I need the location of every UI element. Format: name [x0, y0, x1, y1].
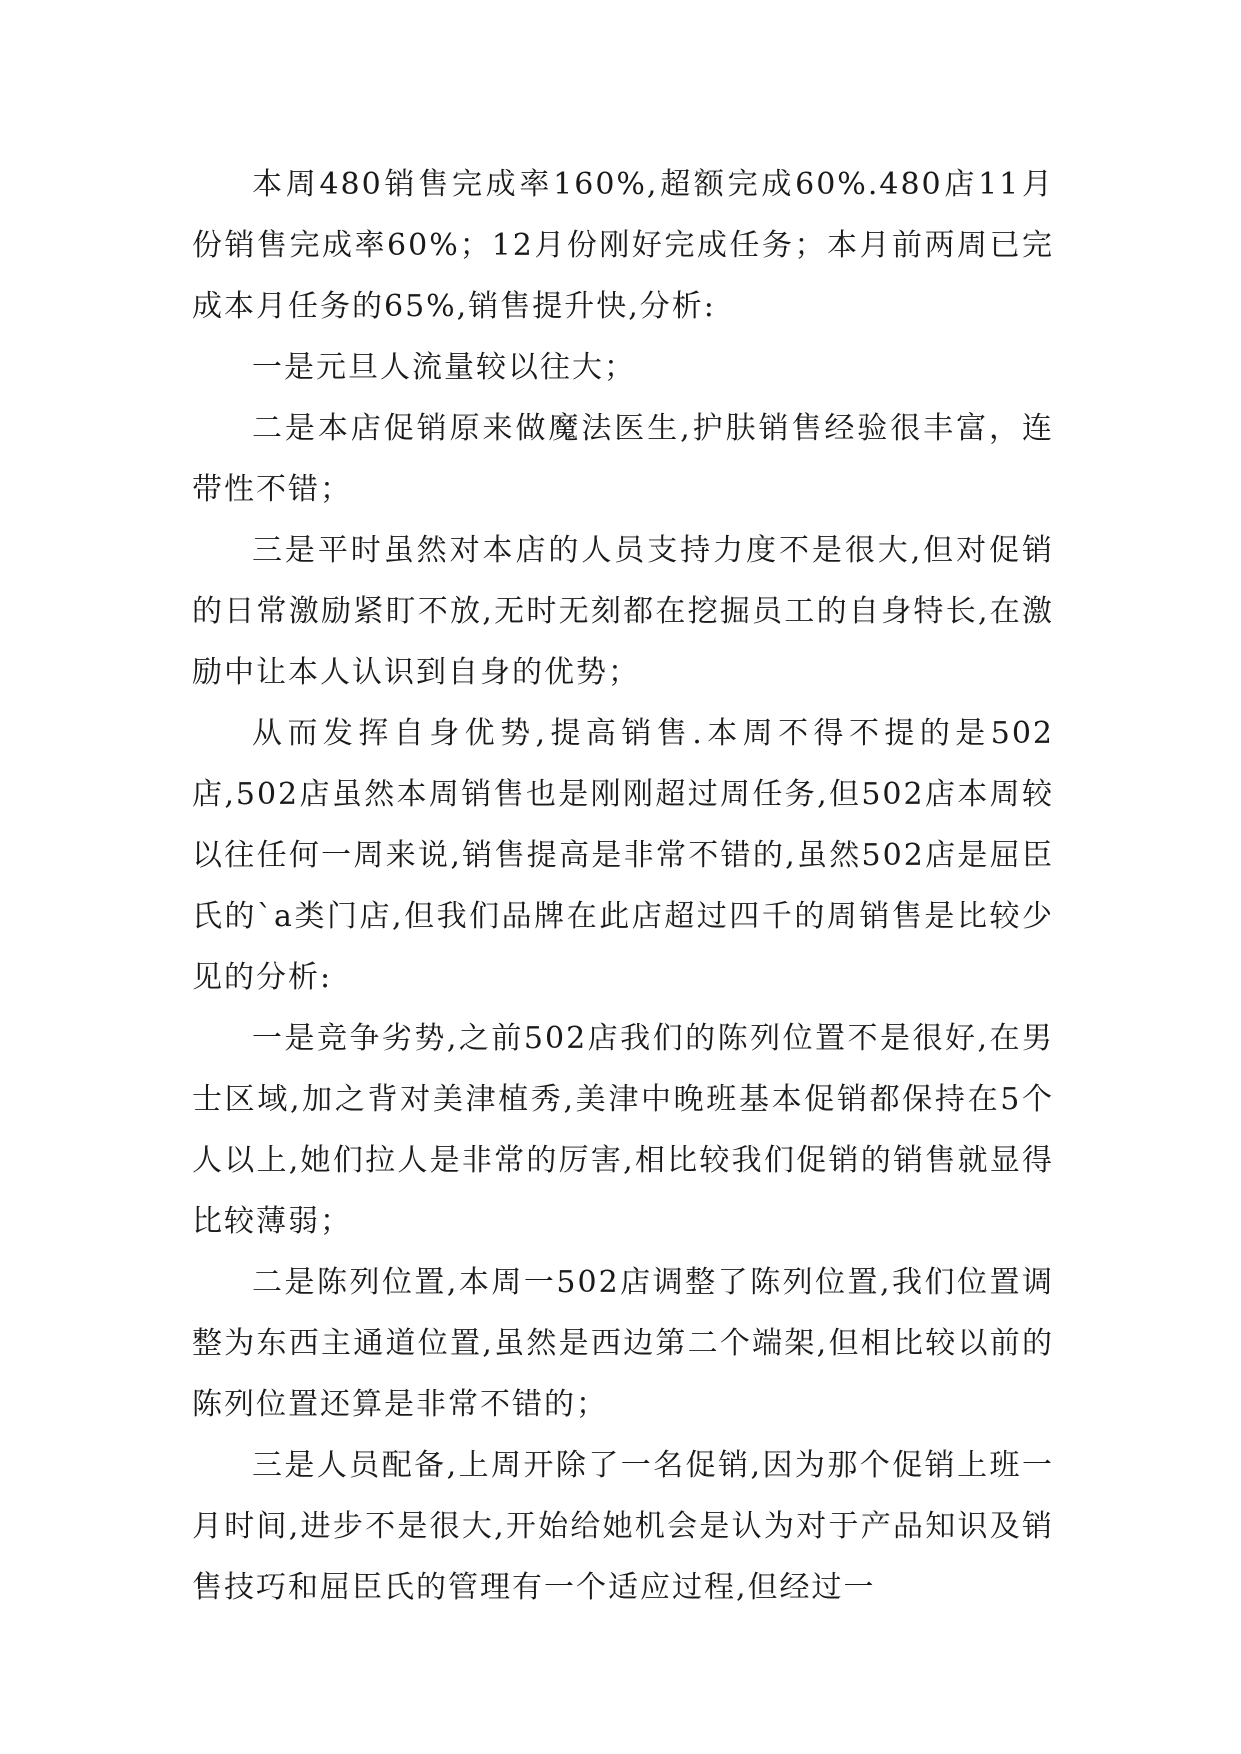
paragraph: 三是平时虽然对本店的人员支持力度不是很大,但对促销的日常激励紧盯不放,无时无刻都在挖掘员工的自身特长,在激励中让本人认识到自身的优势； — [192, 533, 1054, 690]
paragraph: 一是元旦人流量较以往大； — [252, 350, 636, 385]
paragraph: 一是竞争劣势,之前502店我们的陈列位置不是很好,在男士区域,加之背对美津植秀,美津中晚班基本促销都保持在5个人以上,她们拉人是非常的厉害,相比较我们促销的销售就显得比较薄弱； — [192, 1021, 1054, 1239]
document-body — [192, 154, 1054, 1618]
paragraph: 从而发挥自身优势,提高销售.本周不得不提的是502店,502店虽然本周销售也是刚刚超过周任务,但502店本周较以往任何一周来说,销售提高是非常不错的,虽然502店是屈臣氏的`a类门店,但我们品牌在此店超过四千的周销售是比较少见的分析: — [192, 716, 1054, 995]
paragraph: 本周480销售完成率160%,超额完成60%.480店11月份销售完成率60%；12月份刚好完成任务；本月前两周已完成本月任务的65%,销售提升快,分析: — [192, 167, 1054, 324]
paragraph: 二是本店促销原来做魔法医生,护肤销售经验很丰富，连带性不错； — [192, 411, 1054, 507]
paragraph: 二是陈列位置,本周一502店调整了陈列位置,我们位置调整为东西主通道位置,虽然是西边第二个端架,但相比较以前的陈列位置还算是非常不错的； — [192, 1265, 1054, 1422]
paragraph: 三是人员配备,上周开除了一名促销,因为那个促销上班一月时间,进步不是很大,开始给她机会是认为对于产品知识及销售技巧和屈臣氏的管理有一个适应过程,但经过一 — [192, 1448, 1054, 1605]
